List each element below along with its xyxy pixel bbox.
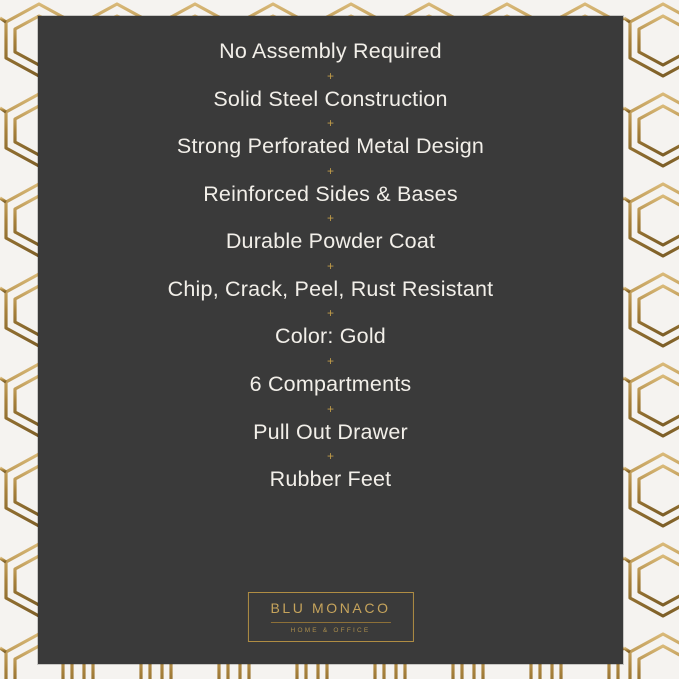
feature-separator: + — [326, 116, 334, 131]
feature-separator: + — [326, 449, 334, 464]
feature-separator: + — [326, 163, 334, 178]
feature-list — [38, 16, 623, 491]
feature-panel — [38, 16, 623, 664]
feature-item: Reinforced Sides & Bases — [203, 181, 458, 206]
feature-separator: + — [326, 306, 334, 321]
feature-separator: + — [326, 258, 334, 273]
brand-logo — [247, 592, 413, 642]
feature-item: Pull Out Drawer — [253, 419, 408, 444]
feature-item: Strong Perforated Metal Design — [176, 134, 485, 159]
feature-item: Rubber Feet — [269, 467, 392, 492]
brand-name: BLU MONACO — [270, 600, 391, 617]
feature-item: 6 Compartments — [249, 371, 412, 396]
feature-separator: + — [326, 401, 334, 416]
brand-divider — [270, 622, 390, 623]
feature-separator: + — [326, 68, 334, 83]
brand-tagline: HOME & OFFICE — [290, 626, 371, 634]
feature-separator: + — [326, 353, 334, 368]
feature-item: Solid Steel Construction — [213, 86, 448, 111]
feature-separator: + — [326, 211, 334, 226]
feature-item: Durable Powder Coat — [225, 229, 436, 254]
feature-item: Color: Gold — [275, 324, 386, 349]
feature-item: No Assembly Required — [219, 39, 442, 63]
feature-item: Chip, Crack, Peel, Rust Resistant — [167, 276, 494, 301]
